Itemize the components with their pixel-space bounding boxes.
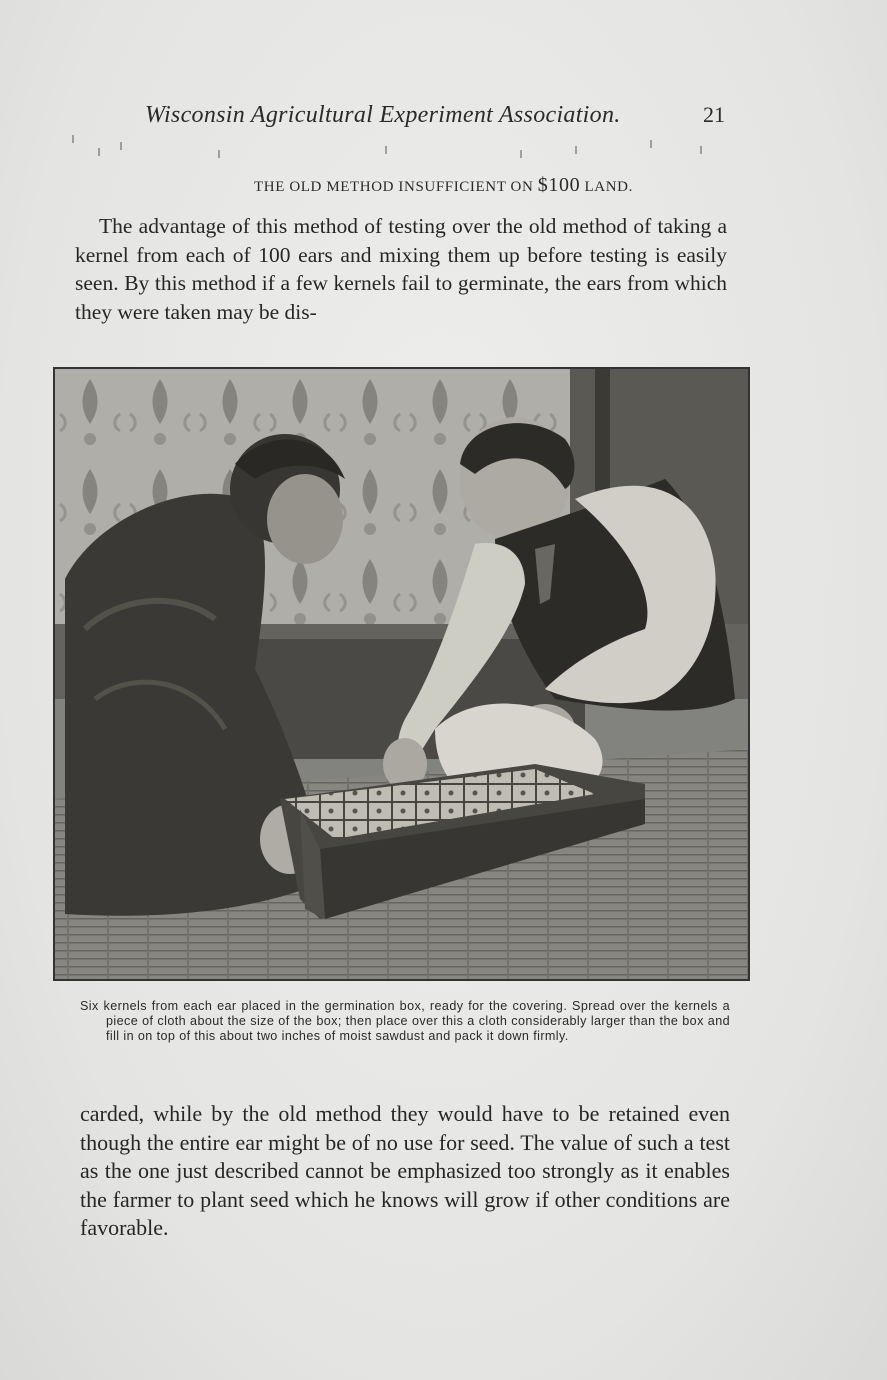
scan-speck (700, 146, 702, 154)
scan-speck (385, 146, 387, 154)
photo-illustration (55, 369, 748, 979)
scan-speck (650, 140, 652, 148)
section-heading-prefix: THE OLD METHOD INSUFFICIENT ON (254, 179, 534, 195)
paragraph-1-text: The advantage of this method of testing over the old method of taking a kernel from each of 100 ears and mixing them up before testing is easily seen. By this method if a few kernels fail to germinate, the ears from which they were taken may be dis- (75, 214, 727, 324)
scan-speck (575, 146, 577, 154)
section-heading (0, 174, 887, 197)
running-title: Wisconsin Agricultural Experiment Association. (145, 102, 621, 128)
scan-speck (98, 148, 100, 156)
section-heading-amount: $100 (537, 174, 581, 196)
body-paragraph-2: carded, while by the old method they would have to be retained even though the entire ear might be of no use for seed. The value of such a test as the one just described cannot be emphasized too strongly as it enables the farmer to plant seed which he knows will grow if other conditions are favorable. (80, 1101, 730, 1240)
running-header (145, 102, 725, 136)
scan-speck (218, 150, 220, 158)
page-number: 21 (703, 102, 725, 127)
figure-caption: Six kernels from each ear placed in the germination box, ready for the covering. Spread over the kernels a piece of cloth about the size of the box; then place over this a cloth considerably larger than the box and fill in on top of this about two inches of moist sawdust and pack it down firmly. (80, 999, 730, 1043)
section-heading-suffix: LAND. (584, 179, 633, 195)
scan-speck (520, 150, 522, 158)
halftone-photograph (53, 367, 750, 981)
body-paragraph-1 (75, 212, 727, 326)
scan-speck (72, 135, 74, 143)
scan-speck (120, 142, 122, 150)
